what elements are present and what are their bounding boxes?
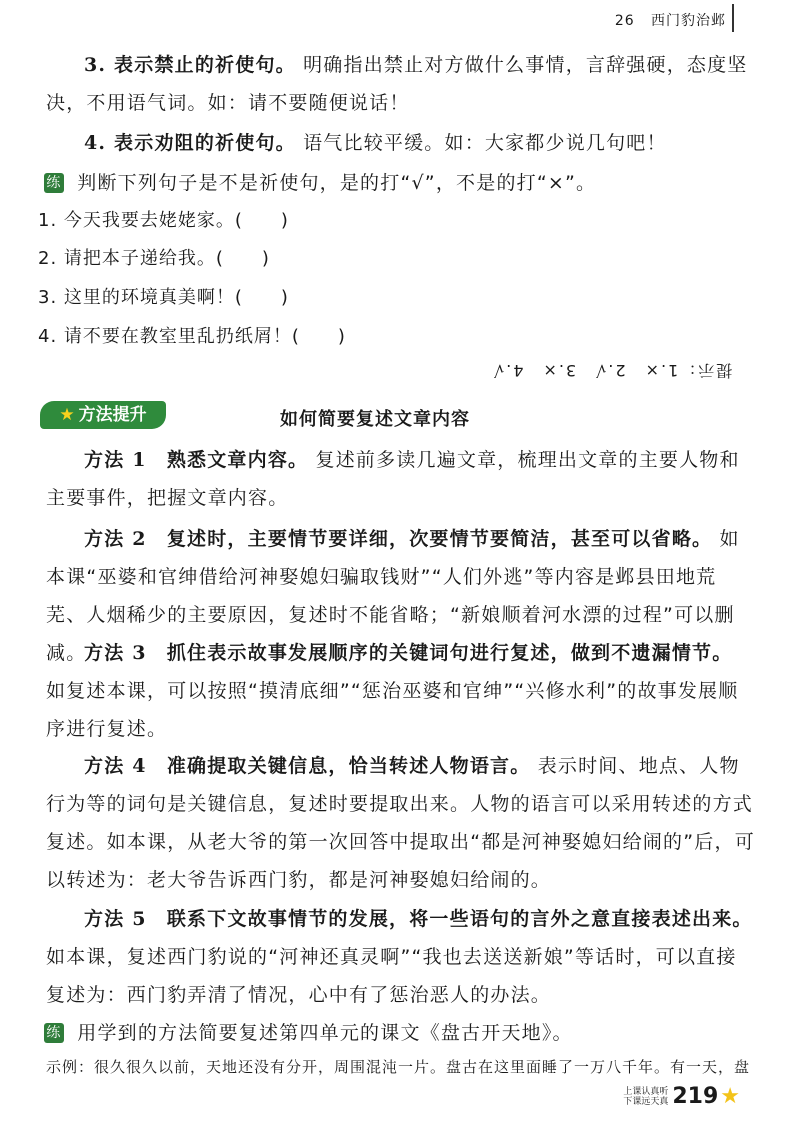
exercise-item: 1. 今天我要去姥姥家。( ) — [38, 210, 289, 231]
exercise-icon: 练 — [44, 1023, 64, 1043]
section-badge-label: 方法提升 — [78, 405, 147, 425]
method-lead: 方法 5 联系下文故事情节的发展，将一些语句的言外之意直接表述出来。 — [84, 908, 753, 930]
example-text: 示例：很久很久以前，天地还没有分开，周围混沌一片。盘古在这里面睡了一万八千年。有一天，盘 — [46, 1058, 751, 1076]
answer-hint: 提示：1.× 2.√ 3.× 4.√ — [492, 361, 733, 380]
paragraph-text: 语气比较平缓。如：大家都少说几句吧！ — [303, 132, 667, 154]
method-lead: 方法 2 复述时，主要情节要详细，次要情节要简洁，甚至可以省略。 — [84, 528, 713, 550]
footer-slogan-line1: 上课认真听 — [623, 1086, 669, 1097]
header-divider — [732, 4, 734, 32]
footer-slogan — [623, 1087, 668, 1107]
method-text: 表示时间、地点、人物行为等的词句是关键信息，复述时要提取出来。人物的语言可以采用转述的方式复述。如本课，从老大爷的第一次回答中提取出“都是河神娶媳妇给闹的”后，可以转述为：老大爷告诉西门豹，都是河神娶媳妇给闹的。 — [46, 755, 755, 891]
paragraph-imperative-3 — [46, 46, 756, 122]
method-lead: 方法 3 抓住表示故事发展顺序的关键词句进行复述，做到不遗漏情节。 — [84, 642, 733, 664]
section-badge — [40, 401, 166, 429]
paragraph-text: 明确指出禁止对方做什么事情，言辞强硬，态度坚决，不用语气词。如：请不要随便说话！ — [46, 54, 748, 114]
exercise-item: 4. 请不要在教室里乱扔纸屑！( ) — [38, 326, 346, 347]
method-1 — [46, 441, 756, 517]
method-3 — [46, 634, 756, 748]
page-header — [615, 10, 726, 30]
page-footer — [623, 1084, 740, 1109]
exercise2-prompt-text: 用学到的方法简要复述第四单元的课文《盘古开天地》。 — [77, 1022, 573, 1044]
method-lead: 方法 4 准确提取关键信息，恰当转述人物语言。 — [84, 755, 531, 777]
method-lead: 方法 1 熟悉文章内容。 — [84, 449, 309, 471]
paragraph-lead: 3. 表示禁止的祈使句。 — [84, 54, 296, 76]
exercise-icon: 练 — [44, 173, 64, 193]
footer-slogan-line2: 下课远天真 — [623, 1096, 669, 1107]
paragraph-lead: 4. 表示劝阻的祈使句。 — [84, 132, 296, 154]
method-4 — [46, 747, 756, 899]
exercise-item: 3. 这里的环境真美啊！( ) — [38, 287, 289, 308]
method-text: 如本课“巫婆和官绅借给河神娶媳妇骗取钱财”“人们外逃”等内容是邺县田地荒芜、人烟稀少的主要原因，复述时不能省略；“新娘顺着河水漂的过程”可以删减。 — [46, 528, 740, 664]
method-text: 如复述本课，可以按照“摸清底细”“惩治巫婆和官绅”“兴修水利”的故事发展顺序进行复述。 — [46, 680, 739, 740]
chapter-number: 26 — [614, 13, 635, 29]
chapter-title: 西门豹治邺 — [651, 13, 726, 29]
star-icon: ★ — [59, 405, 75, 425]
method-text: 复述前多读几遍文章，梳理出文章的主要人物和主要事件，把握文章内容。 — [46, 449, 740, 509]
exercise2-prompt — [44, 1014, 756, 1052]
method-5 — [46, 900, 756, 1014]
paragraph-imperative-4 — [46, 124, 756, 162]
section-title: 如何简要复述文章内容 — [280, 409, 470, 430]
exercise-item: 2. 请把本子递给我。( ) — [38, 248, 270, 269]
exercise-prompt — [44, 164, 756, 202]
page-number: 219 — [672, 1084, 719, 1109]
method-text: 如本课，复述西门豹说的“河神还真灵啊”“我也去送送新娘”等话时，可以直接复述为：西门豹弄清了情况，心中有了惩治恶人的办法。 — [46, 946, 737, 1006]
star-icon: ★ — [720, 1084, 740, 1109]
exercise-prompt-text: 判断下列句子是不是祈使句，是的打“√”，不是的打“×”。 — [77, 172, 597, 194]
